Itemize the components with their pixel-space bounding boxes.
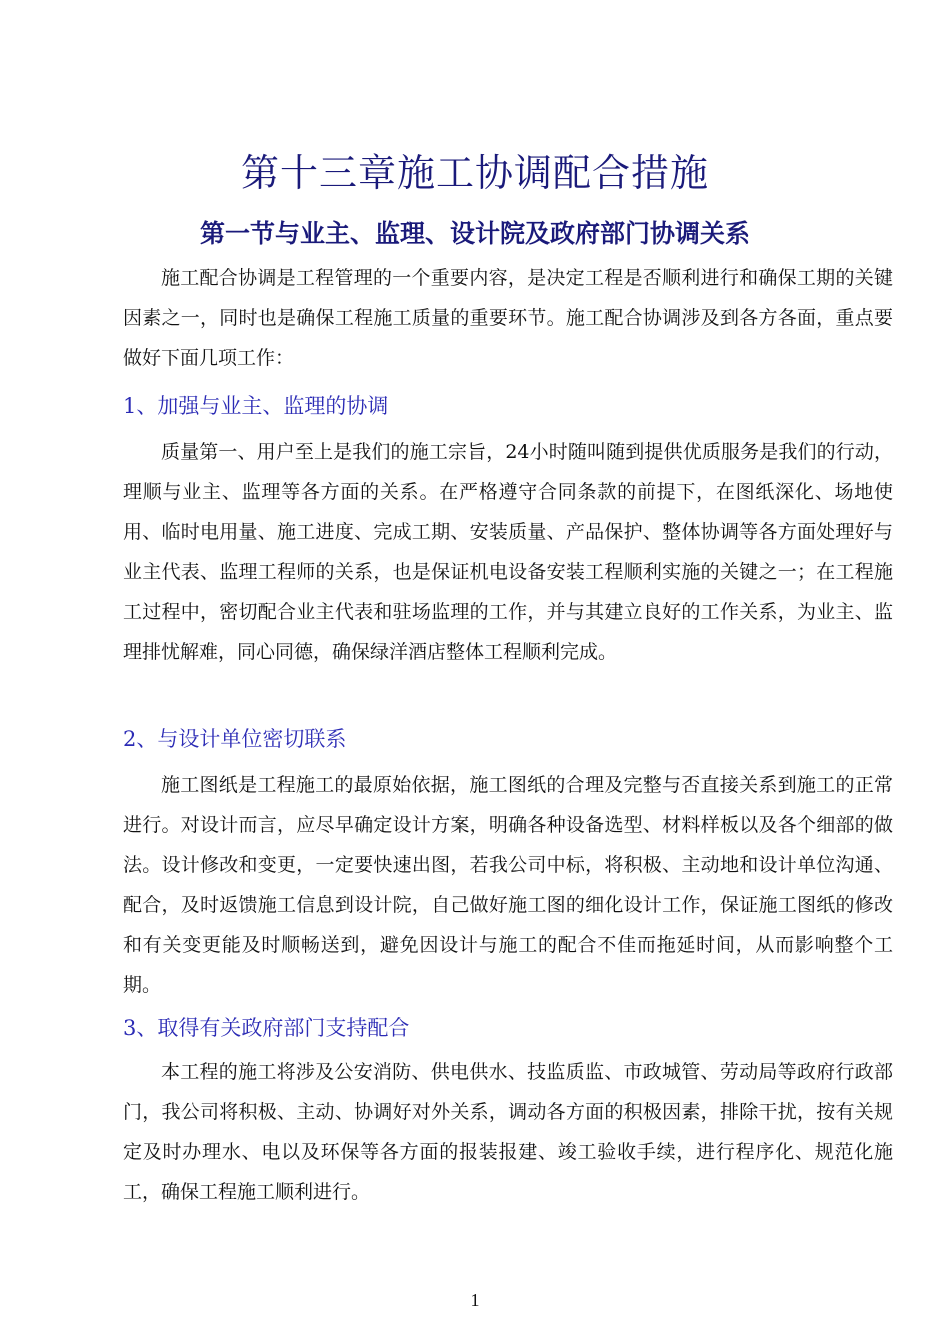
subsection-heading-3: 3、取得有关政府部门支持配合 (123, 1016, 410, 1040)
subsection-body-1: 质量第一、用户至上是我们的施工宗旨，24小时随叫随到提供优质服务是我们的行动，理顺与业主、监理等各方面的关系。在严格遵守合同条款的前提下，在图纸深化、场地使用、临时电用量、施工进度、完成工期、安装质量、产品保护、整体协调等各方面处理好与业主代表、监理工程师的关系，也是保证机电设备安装工程顺利实施的关键之一；在工程施工过程中，密切配合业主代表和驻场监理的工作，并与其建立良好的工作关系，为业主、监理排忧解难，同心同德，确保绿洋酒店整体工程顺利完成。 (123, 441, 893, 663)
intro-paragraph: 施工配合协调是工程管理的一个重要内容，是决定工程是否顺利进行和确保工期的关键因素之一，同时也是确保工程施工质量的重要环节。施工配合协调涉及到各方各面，重点要做好下面几项工作： (123, 267, 893, 369)
subsection-body-3: 本工程的施工将涉及公安消防、供电供水、技监质监、市政城管、劳动局等政府行政部门，我公司将积极、主动、协调好对外关系，调动各方面的积极因素，排除干扰，按有关规定及时办理水、电以及环保等各方面的报装报建、竣工验收手续，进行程序化、规范化施工，确保工程施工顺利进行。 (123, 1061, 893, 1203)
chapter-title: 第十三章施工协调配合措施 (240, 151, 709, 195)
subsection-body-2: 施工图纸是工程施工的最原始依据，施工图纸的合理及完整与否直接关系到施工的正常进行。对设计而言，应尽早确定设计方案，明确各种设备选型、材料样板以及各个细部的做法。设计修改和变更，一定要快速出图，若我公司中标，将积极、主动地和设计单位沟通、配合，及时返馈施工信息到设计院，自己做好施工图的细化设计工作，保证施工图纸的修改和有关变更能及时顺畅送到，避免因设计与施工的配合不佳而拖延时间，从而影响整个工期。 (123, 774, 893, 996)
subsection-heading-1: 1、加强与业主、监理的协调 (123, 394, 389, 418)
subsection-heading-2: 2、与设计单位密切联系 (123, 727, 347, 751)
section-title: 第一节与业主、监理、设计院及政府部门协调关系 (199, 219, 750, 248)
page-number: 1 (470, 1290, 480, 1310)
